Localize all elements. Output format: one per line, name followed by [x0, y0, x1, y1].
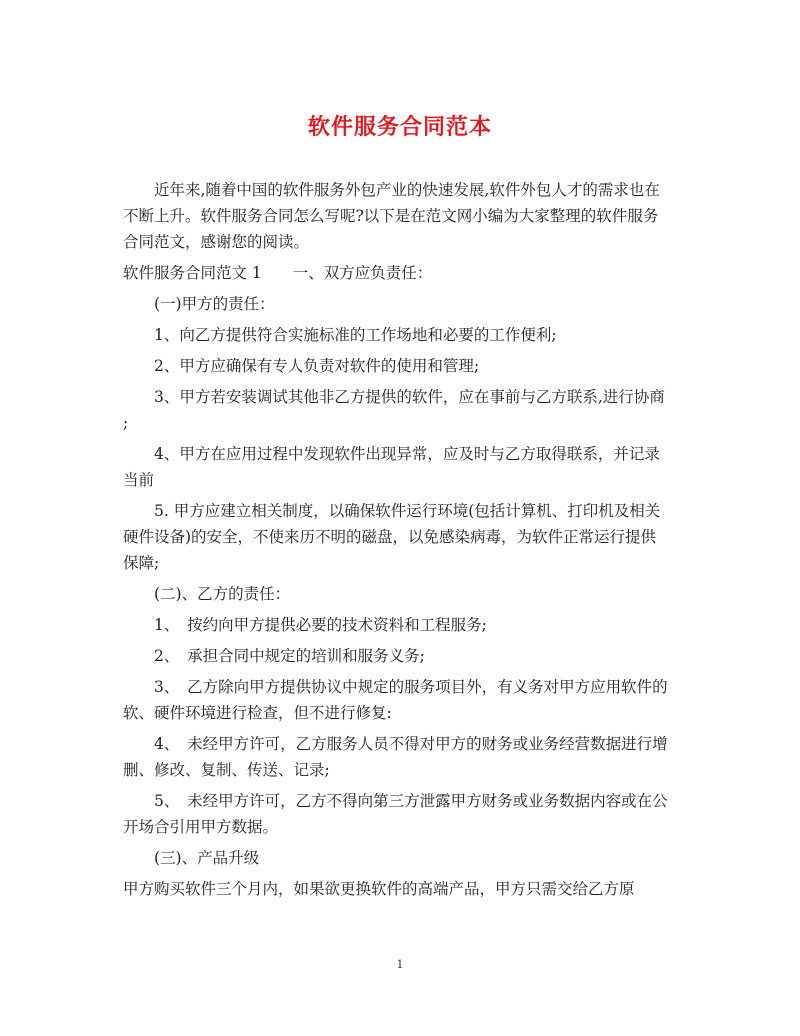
- paragraph-upgrade-heading: [123, 845, 679, 871]
- paragraph-heading: [123, 260, 679, 286]
- text-line: 保障;: [123, 554, 160, 572]
- text-line: (二)、乙方的责任：: [154, 585, 291, 603]
- text-line: 硬件设备)的安全，不使来历不明的磁盘，以免感染病毒，为软件正常运行提供: [123, 528, 657, 546]
- text-line: 5. 甲方应建立相关制度，以确保软件运行环境(包括计算机、打印机及相关: [154, 502, 661, 520]
- document-body: [123, 177, 679, 907]
- paragraph-item: [123, 731, 679, 783]
- text-line: 合同范文，感谢您的阅读。: [123, 233, 310, 251]
- text-line: 软件服务合同范文 1 一、双方应负责任：: [123, 264, 433, 282]
- text-line: 3、 乙方除向甲方提供协议中规定的服务项目外，有义务对甲方应用软件的: [154, 678, 668, 696]
- text-line: 5、 未经甲方许可，乙方不得向第三方泄露甲方财务或业务数据内容或在公: [154, 792, 668, 810]
- text-line: 3、甲方若安装调试其他非乙方提供的软件，应在事前与乙方联系,进行协商: [154, 388, 665, 406]
- text-line: 2、甲方应确保有专人负责对软件的使用和管理;: [154, 357, 480, 375]
- paragraph-item: [123, 353, 679, 379]
- document-title: 软件服务合同范本: [307, 114, 492, 140]
- paragraph-item: [123, 643, 679, 669]
- paragraph-item: [123, 876, 679, 902]
- text-line: 删、修改、复制、传送、记录;: [123, 761, 330, 779]
- page-number: 1: [396, 958, 404, 971]
- text-line: 开场合引用甲方数据。: [123, 818, 279, 836]
- paragraph-item: [123, 674, 679, 726]
- paragraph-item: [123, 384, 679, 436]
- text-line: 近年来,随着中国的软件服务外包产业的快速发展,软件外包人才的需求也在: [154, 181, 660, 199]
- paragraph-item: [123, 788, 679, 840]
- text-line: 4、 未经甲方许可，乙方服务人员不得对甲方的财务或业务经营数据进行增: [154, 735, 668, 753]
- paragraph-item: [123, 612, 679, 638]
- text-line: 软、硬件环境进行检查，但不进行修复:: [123, 704, 392, 722]
- text-line: (三)、产品升级: [154, 849, 260, 867]
- text-line: 4、甲方在应用过程中发现软件出现异常，应及时与乙方取得联系，并记录: [154, 445, 660, 463]
- paragraph-item: [123, 322, 679, 348]
- text-line: 当前: [123, 471, 155, 489]
- text-line: 不断上升。软件服务合同怎么写呢?以下是在范文网小编为大家整理的软件服务: [123, 207, 659, 225]
- text-line: 1、 按约向甲方提供必要的技术资料和工程服务;: [154, 616, 487, 634]
- paragraph-item: [123, 498, 679, 576]
- text-line: 甲方购买软件三个月内，如果欲更换软件的高端产品，甲方只需交给乙方原: [123, 880, 635, 898]
- paragraph-item: [123, 441, 679, 493]
- text-line: 2、 承担合同中规定的培训和服务义务;: [154, 647, 425, 665]
- paragraph-party-a-heading: [123, 291, 679, 317]
- text-line: ;: [123, 414, 129, 432]
- paragraph-party-b-heading: [123, 581, 679, 607]
- paragraph-intro: [123, 177, 679, 255]
- text-line: 1、向乙方提供符合实施标准的工作场地和必要的工作便利;: [154, 326, 557, 344]
- text-line: (一)甲方的责任：: [154, 295, 275, 313]
